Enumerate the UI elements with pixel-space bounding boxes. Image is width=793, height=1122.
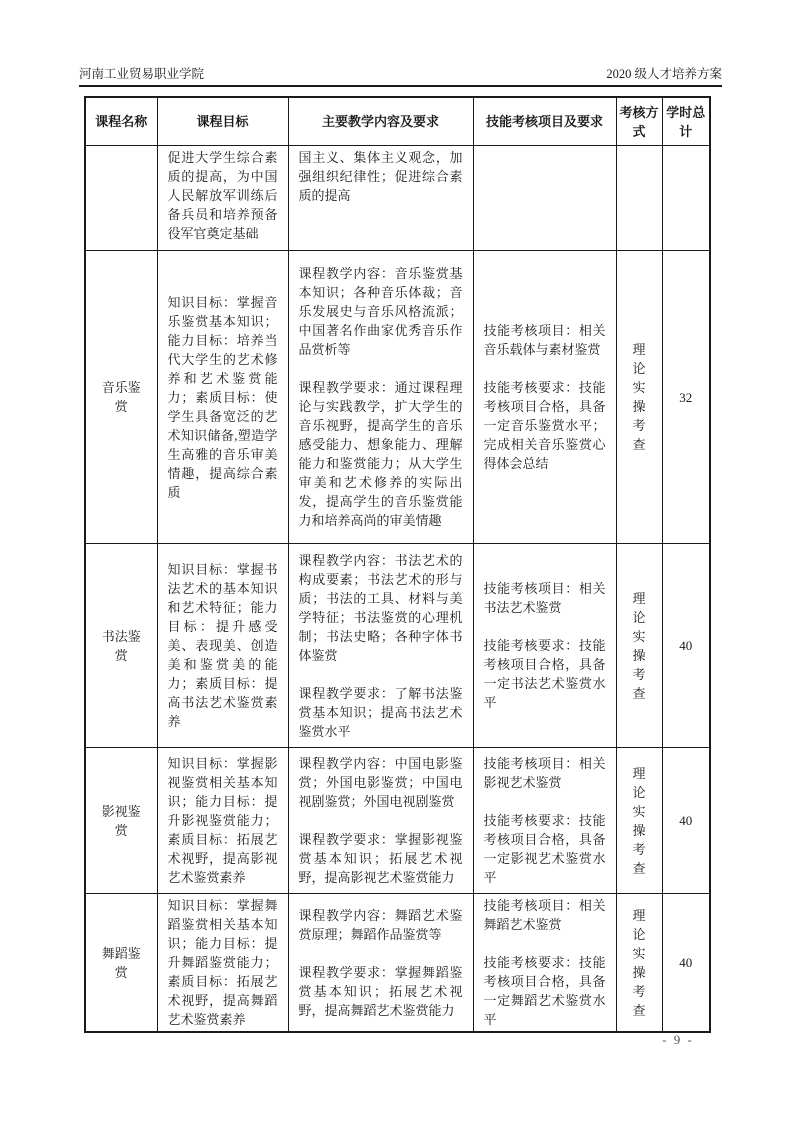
assessment-method-cell: 理论实操考查	[616, 544, 662, 748]
column-header-teaching-content: 主要教学内容及要求	[288, 97, 473, 146]
teaching-content-paragraph: 课程教学内容：舞蹈艺术鉴赏原理；舞蹈作品鉴赏等	[298, 907, 463, 942]
assessment-method-cell: 理论实操考查	[616, 251, 662, 544]
skill-assessment-requirement-paragraph: 技能考核要求：技能考核项目合格，具备一定音乐鉴赏水平；完成相关音乐鉴赏心得体会总结	[483, 380, 606, 471]
teaching-requirements-paragraph: 课程教学要求：掌握舞蹈鉴赏基本知识；拓展艺术视野，提高舞蹈艺术鉴赏能力	[298, 964, 463, 1018]
objectives-paragraph: 知识目标：掌握书法艺术的基本知识和艺术特征；能力目标：提升感受美、表现美、创造美和鉴赏美的能力；素质目标：提高书法艺术鉴赏素养	[167, 562, 278, 729]
skill-assessment-item-paragraph: 技能考核项目：相关舞蹈艺术鉴赏	[483, 898, 606, 932]
teaching-content-cell	[288, 146, 473, 251]
column-header-course-name: 课程名称	[85, 97, 157, 146]
teaching-content-paragraph: 课程教学内容：书法艺术的构成要素；书法艺术的形与质；书法的工具、材料与美学特征；书法鉴赏的心理机制；书法史略；各种字体书体鉴赏	[298, 552, 463, 663]
assessment-method-cell: 理论实操考查	[616, 894, 662, 1033]
objectives-cell	[157, 146, 288, 251]
skill-assessment-requirement-paragraph: 技能考核要求：技能考核项目合格，具备一定书法艺术鉴赏水平	[483, 638, 606, 710]
skill-assessment-item-paragraph: 技能考核项目：相关影视艺术鉴赏	[483, 756, 606, 790]
total-hours-cell: 40	[662, 544, 710, 748]
course-name-cell: 影视鉴赏	[85, 748, 157, 894]
teaching-content-paragraph: 课程教学内容：中国电影鉴赏；外国电影鉴赏；中国电视剧鉴赏；外国电视剧鉴赏	[298, 756, 463, 809]
skill-assessment-cell	[473, 894, 616, 1033]
assessment-method-cell: 理论实操考查	[616, 748, 662, 894]
objectives-paragraph: 知识目标：掌握舞蹈鉴赏相关基本知识；能力目标：提升舞蹈鉴赏能力；素质目标：拓展艺术视野，提高舞蹈艺术鉴赏素养	[167, 898, 278, 1027]
teaching-content-cell	[288, 748, 473, 894]
objectives-paragraph: 知识目标：掌握音乐鉴赏基本知识；能力目标：培养当代大学生的艺术修养和艺术鉴赏能力；素质目标：使学生具备宽泛的艺术知识储备,塑造学生高雅的音乐审美情趣，提高综合素质	[167, 294, 278, 500]
column-header-total-hours: 学时总计	[662, 97, 710, 146]
table-row-calligraphy-appreciation	[85, 544, 710, 748]
column-header-skill-assessment: 技能考核项目及要求	[473, 97, 616, 146]
course-name-cell: 音乐鉴赏	[85, 251, 157, 544]
skill-assessment-requirement-paragraph: 技能考核要求：技能考核项目合格，具备一定舞蹈艺术鉴赏水平	[483, 955, 606, 1027]
table-row-dance-appreciation	[85, 894, 710, 1033]
objectives-cell	[157, 544, 288, 748]
skill-assessment-requirement-paragraph: 技能考核要求：技能考核项目合格，具备一定影视艺术鉴赏水平	[483, 813, 606, 885]
objectives-cell	[157, 748, 288, 894]
teaching-content-cell	[288, 894, 473, 1033]
skill-assessment-cell	[473, 251, 616, 544]
objectives-paragraph: 知识目标：掌握影视鉴赏相关基本知识；能力目标：提升影视鉴赏能力；素质目标：拓展艺术视野，提高影视艺术鉴赏素养	[167, 756, 278, 885]
total-hours-cell	[662, 146, 710, 251]
total-hours-cell: 40	[662, 748, 710, 894]
total-hours-cell: 40	[662, 894, 710, 1033]
column-header-assessment-method: 考核方式	[616, 97, 662, 146]
assessment-method-cell	[616, 146, 662, 251]
skill-assessment-cell	[473, 146, 616, 251]
table-row-music-appreciation	[85, 251, 710, 544]
table-row-film-appreciation	[85, 748, 710, 894]
objectives-paragraph: 促进大学生综合素质的提高，为中国人民解放军训练后备兵员和培养预备役军官奠定基础	[167, 150, 278, 241]
teaching-content-paragraph: 课程教学内容：音乐鉴赏基本知识；各种音乐体裁；音乐发展史与音乐风格流派；中国著名作曲家优秀音乐作品赏析等	[298, 266, 463, 357]
course-name-cell	[85, 146, 157, 251]
teaching-content-paragraph: 国主义、集体主义观念，加强组织纪律性；促进综合素质的提高	[298, 150, 463, 203]
page-number: - 9 -	[662, 1032, 694, 1047]
table-header-row	[85, 97, 710, 146]
skill-assessment-item-paragraph: 技能考核项目：相关音乐载体与素材鉴赏	[483, 323, 606, 357]
header-plan-title: 2020 级人才培养方案	[606, 67, 722, 81]
course-table	[84, 96, 711, 1033]
teaching-requirements-paragraph: 课程教学要求：通过课程理论与实践教学，扩大学生的音乐视野，提高学生的音乐感受能力、想象能力、理解能力和鉴赏能力；从大学生审美和艺术修养的实际出发，提高学生的音乐鉴赏能力和培养高尚的审美情趣	[298, 380, 463, 528]
course-name-cell: 舞蹈鉴赏	[85, 894, 157, 1033]
teaching-content-cell	[288, 544, 473, 748]
teaching-requirements-paragraph: 课程教学要求：了解书法鉴赏基本知识；提高书法艺术鉴赏水平	[298, 685, 463, 739]
teaching-requirements-paragraph: 课程教学要求：掌握影视鉴赏基本知识；拓展艺术视野，提高影视艺术鉴赏能力	[298, 832, 463, 885]
objectives-cell	[157, 251, 288, 544]
table-row-continued	[85, 146, 710, 251]
skill-assessment-item-paragraph: 技能考核项目：相关书法艺术鉴赏	[483, 581, 606, 615]
objectives-cell	[157, 894, 288, 1033]
header-school-name: 河南工业贸易职业学院	[79, 67, 205, 81]
column-header-objectives: 课程目标	[157, 97, 288, 146]
skill-assessment-cell	[473, 544, 616, 748]
course-name-cell: 书法鉴赏	[85, 544, 157, 748]
skill-assessment-cell	[473, 748, 616, 894]
total-hours-cell: 32	[662, 251, 710, 544]
document-header	[79, 66, 722, 87]
teaching-content-cell	[288, 251, 473, 544]
